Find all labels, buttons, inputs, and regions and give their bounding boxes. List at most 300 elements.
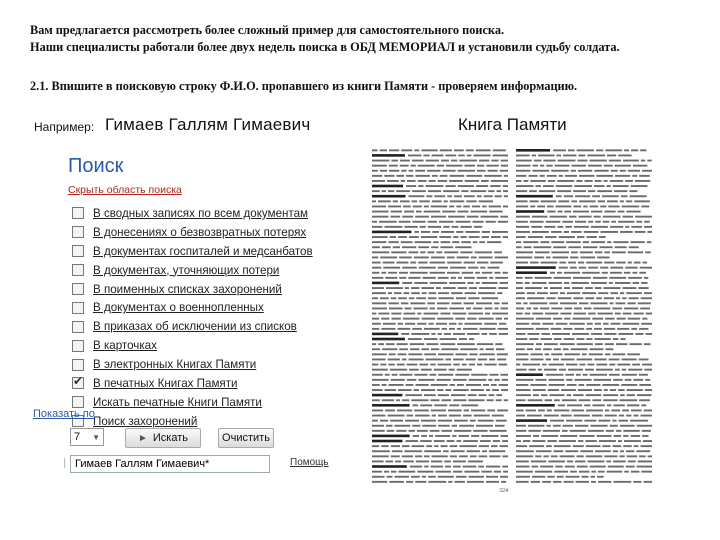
scan-text-word [626, 415, 631, 417]
search-option-label[interactable]: В документах госпиталей и медсанбатов [93, 244, 313, 258]
scan-text-word [455, 374, 469, 376]
scan-text-word [417, 430, 428, 432]
scan-text-word [449, 180, 463, 182]
scan-text-word [422, 348, 429, 350]
scan-text-word [384, 175, 394, 177]
scan-text-word [614, 435, 622, 437]
scan-text-word [617, 318, 626, 320]
scan-text-word [578, 170, 592, 172]
scan-text-word [500, 216, 508, 218]
scan-text-word [553, 246, 566, 248]
scan-text-word [407, 364, 418, 366]
search-option[interactable] [72, 298, 276, 317]
scan-text-word [398, 471, 415, 473]
scan-text-word [497, 410, 508, 412]
scan-text-word [457, 343, 475, 345]
scan-text-word [401, 149, 412, 151]
scan-text-word [451, 160, 457, 162]
scan-text-word [372, 359, 386, 361]
scan-text-word [529, 175, 538, 177]
scan-text-word [573, 206, 581, 208]
scan-text-word [624, 471, 629, 473]
scan-text-word [468, 297, 479, 299]
scan-text-word [589, 353, 603, 355]
scan-text-word [551, 170, 568, 172]
scan-text-word [447, 272, 460, 274]
scan-text-word [566, 241, 580, 243]
scan-text-word [606, 185, 610, 187]
scan-text-word [570, 430, 586, 432]
scan-text-word [495, 343, 502, 345]
scan-text-word [437, 165, 444, 167]
scan-text-word [443, 170, 456, 172]
search-button[interactable] [125, 428, 201, 448]
scan-text-word [572, 318, 590, 320]
scan-text-word [409, 359, 424, 361]
scan-text-word [372, 313, 376, 315]
scan-text-heading [372, 404, 410, 407]
scan-text-word [610, 425, 618, 427]
scan-text-word [390, 420, 403, 422]
clear-button-label: Очистить [222, 432, 270, 444]
scan-text-word [503, 185, 508, 187]
scan-text-word [547, 440, 556, 442]
scan-text-word [630, 420, 648, 422]
scan-text-word [453, 379, 467, 381]
scan-text-word [565, 353, 580, 355]
search-option[interactable] [72, 280, 282, 299]
scan-text-word [547, 211, 555, 213]
search-option[interactable] [72, 317, 297, 336]
scan-text-word [372, 165, 387, 167]
scan-text-word [602, 384, 619, 386]
scan-text-word [382, 399, 394, 401]
scan-text-word [372, 384, 380, 386]
scan-text-word [566, 420, 582, 422]
scan-text-word [562, 430, 568, 432]
scan-text-word [464, 165, 475, 167]
scan-text-word [380, 149, 387, 151]
scan-text-word [458, 155, 464, 157]
scan-text-word [619, 455, 624, 457]
scan-text-word [573, 445, 584, 447]
scan-text-word [516, 282, 523, 284]
scan-text-word [600, 206, 606, 208]
per-page-select[interactable] [70, 428, 104, 446]
scan-text-word [553, 149, 566, 151]
scan-text-word [405, 323, 415, 325]
scan-text-word [626, 292, 642, 294]
scan-text-word [613, 481, 631, 483]
scan-text-word [563, 348, 569, 350]
scan-text-word [455, 246, 471, 248]
scan-text-word [516, 353, 528, 355]
scan-text-heading [372, 465, 407, 468]
search-option-checkbox[interactable] [72, 283, 84, 295]
search-option-label[interactable]: В сводных записях по всем документам [93, 206, 309, 220]
search-option-label[interactable]: В карточках [93, 339, 157, 353]
scan-text-word [585, 440, 596, 442]
scan-text-word [429, 323, 434, 325]
scan-text-word [530, 180, 545, 182]
scan-text-word [440, 338, 457, 340]
scan-text-word [626, 200, 632, 202]
scan-text-heading [516, 271, 547, 274]
scan-text-word [430, 282, 447, 284]
search-option-label[interactable]: В электронных Книгах Памяти [93, 358, 257, 372]
scan-text-word [542, 323, 553, 325]
scan-text-word [626, 450, 634, 452]
search-option-checkbox[interactable] [72, 245, 84, 257]
scan-text-word [598, 292, 608, 294]
scan-text-word [635, 333, 643, 335]
scan-text-word [447, 262, 461, 264]
search-option[interactable] [72, 393, 276, 412]
scan-text-word [500, 374, 508, 376]
scan-text-word [501, 481, 506, 483]
scan-text-word [620, 399, 638, 401]
scan-text-word [525, 277, 533, 279]
scan-text-word [484, 323, 497, 325]
scan-text-word [388, 364, 394, 366]
scan-text-word [459, 160, 477, 162]
scan-text-word [453, 466, 461, 468]
scan-text-word [535, 455, 541, 457]
scan-text-word [528, 430, 540, 432]
scan-text-word [628, 277, 642, 279]
scan-text-word [457, 384, 464, 386]
scan-text-word [567, 404, 582, 406]
search-option[interactable] [72, 355, 276, 374]
scan-text-word [533, 165, 538, 167]
clear-button[interactable] [218, 428, 274, 448]
scan-text-word [545, 399, 553, 401]
scan-text-word [605, 343, 614, 345]
scan-text-word [489, 277, 493, 279]
scan-text-word [424, 466, 428, 468]
scan-text-heading [516, 210, 544, 213]
scan-text-word [596, 364, 607, 366]
scan-text-word [516, 466, 530, 468]
scan-text-word [644, 226, 652, 228]
scan-text-word [415, 241, 432, 243]
scan-text-word [591, 471, 596, 473]
scan-text-word [409, 170, 414, 172]
scan-text-word [418, 180, 427, 182]
scan-text-word [422, 292, 427, 294]
scan-text-word [604, 297, 614, 299]
search-option-checkbox[interactable] [72, 340, 84, 352]
scan-text-word [397, 343, 408, 345]
scan-text-word [441, 445, 448, 447]
search-option[interactable] [72, 261, 280, 280]
scan-text-word [464, 302, 474, 304]
scan-text-word [622, 297, 626, 299]
scan-text-word [575, 461, 585, 463]
scan-text-heading [516, 266, 556, 269]
scan-text-word [384, 471, 389, 473]
scan-text-word [396, 262, 408, 264]
scan-text-word [494, 471, 501, 473]
scan-text-word [372, 170, 378, 172]
scan-text-word [494, 302, 499, 304]
search-option-label[interactable]: В печатных Книгах Памяти [93, 376, 238, 390]
scan-text-word [516, 257, 532, 259]
scan-text-word [627, 455, 637, 457]
scan-text-word [554, 445, 571, 447]
scan-text-word [469, 379, 487, 381]
scan-text-word [456, 440, 461, 442]
scan-text-word [583, 374, 588, 376]
search-option-label[interactable]: Искать печатные Книги Памяти [93, 395, 262, 409]
scan-text-word [587, 323, 593, 325]
scan-text-word [442, 211, 455, 213]
search-option[interactable] [72, 223, 307, 242]
scan-text-word [390, 236, 396, 238]
scan-text-word [489, 394, 495, 396]
search-option-label[interactable]: Поиск захоронений [93, 414, 198, 428]
scan-text-word [553, 481, 561, 483]
scan-text-word [638, 302, 651, 304]
scan-text-word [372, 374, 383, 376]
search-option-label[interactable]: В документах о военнопленных [93, 301, 264, 315]
scan-text-word [372, 246, 380, 248]
scan-text-word [494, 272, 500, 274]
scan-text-word [492, 415, 504, 417]
scan-text-word [646, 313, 652, 315]
scan-text-heading [372, 282, 399, 285]
scan-text-word [573, 297, 583, 299]
scan-text-word [595, 221, 601, 223]
search-option[interactable] [72, 374, 276, 393]
scan-text-word [631, 185, 648, 187]
scan-text-word [597, 257, 609, 259]
search-option-checkbox[interactable] [72, 321, 84, 333]
scan-text-word [429, 292, 437, 294]
search-option-label[interactable]: В приказах об исключении из списков [93, 320, 297, 334]
scan-text-word [398, 236, 407, 238]
scan-text-word [412, 221, 425, 223]
search-option-label[interactable]: В донесениях о безвозвратных потерях [93, 225, 307, 239]
scan-text-word [557, 190, 571, 192]
scan-text-word [625, 267, 637, 269]
scan-text-word [372, 445, 379, 447]
scan-text-word [443, 226, 449, 228]
scan-text-word [478, 466, 484, 468]
scan-text-word [564, 338, 575, 340]
scan-text-word [450, 455, 457, 457]
scan-text-word [540, 308, 549, 310]
scan-text-word [620, 200, 624, 202]
scan-text-word [643, 440, 652, 442]
scan-text-word [564, 481, 574, 483]
scan-text-word [431, 348, 439, 350]
scan-text-word [560, 435, 577, 437]
scan-text-word [485, 308, 493, 310]
scan-text-word [388, 272, 397, 274]
scan-text-word [594, 389, 602, 391]
search-option-checkbox[interactable] [72, 302, 84, 314]
scan-text-word [526, 308, 531, 310]
scan-text-word [372, 287, 384, 289]
scan-text-word [480, 267, 485, 269]
scan-text-word [541, 200, 557, 202]
scan-text-word [598, 313, 613, 315]
search-option[interactable] [72, 204, 309, 223]
scan-text-word [396, 190, 410, 192]
scan-text-word [438, 364, 452, 366]
search-option-checkbox[interactable] [72, 264, 84, 276]
scan-text-word [434, 445, 438, 447]
scan-text-word [392, 374, 398, 376]
scan-text-word [484, 175, 502, 177]
collapse-search-link[interactable]: Скрыть область поиска [68, 184, 182, 196]
scan-text-word [578, 160, 588, 162]
scan-text-word [438, 374, 453, 376]
scan-text-word [530, 384, 546, 386]
scan-text-word [459, 338, 467, 340]
scan-text-word [426, 195, 432, 197]
scan-text-word [443, 190, 459, 192]
scan-text-word [579, 435, 594, 437]
scan-text-word [381, 445, 388, 447]
scan-text-word [545, 313, 558, 315]
scan-text-word [414, 257, 429, 259]
search-input[interactable] [70, 455, 270, 473]
scan-text-word [389, 384, 404, 386]
scan-text-word [535, 185, 540, 187]
scan-text-word [402, 359, 407, 361]
scan-text-word [528, 399, 543, 401]
scan-text-word [597, 190, 612, 192]
scan-text-word [536, 318, 551, 320]
scan-text-word [452, 241, 459, 243]
search-option[interactable] [72, 242, 313, 261]
scan-text-word [560, 343, 575, 345]
scan-text-word [461, 404, 478, 406]
scan-text-word [444, 333, 451, 335]
search-option-checkbox[interactable] [72, 207, 84, 219]
scan-text-word [598, 200, 605, 202]
scan-text-word [424, 394, 436, 396]
scan-text-word [628, 262, 632, 264]
scan-text-word [627, 404, 640, 406]
scan-text-word [500, 282, 508, 284]
scan-text-word [619, 420, 629, 422]
search-option-checkbox[interactable] [72, 359, 84, 371]
scan-text-word [644, 292, 652, 294]
scan-text-word [455, 318, 465, 320]
scan-text-word [380, 297, 389, 299]
scan-text-word [615, 369, 620, 371]
search-option-checkbox[interactable] [72, 396, 84, 408]
scan-text-word [388, 302, 399, 304]
scan-text-word [438, 277, 449, 279]
scan-text-word [372, 241, 386, 243]
scan-text-word [618, 440, 622, 442]
scan-text-word [477, 195, 482, 197]
scan-text-word [612, 420, 616, 422]
scan-text-word [475, 251, 493, 253]
scan-text-word [421, 231, 430, 233]
scan-text-word [387, 476, 393, 478]
scan-text-word [504, 318, 508, 320]
scan-text-word [438, 476, 454, 478]
scan-text-word [573, 211, 589, 213]
scan-text-word [460, 236, 466, 238]
scan-text-word [473, 430, 487, 432]
scan-text-word [516, 430, 526, 432]
scan-text-word [434, 404, 447, 406]
scan-text-word [401, 241, 413, 243]
scan-text-word [393, 246, 400, 248]
scan-text-word [610, 389, 616, 391]
scan-text-word [465, 231, 479, 233]
scan-text-word [532, 476, 545, 478]
scan-text-word [477, 343, 494, 345]
scan-text-word [558, 211, 563, 213]
scan-text-word [415, 216, 429, 218]
scan-text-word [557, 226, 563, 228]
scan-text-word [554, 277, 571, 279]
scan-text-word [644, 410, 652, 412]
search-option-checkbox[interactable] [72, 226, 84, 238]
scan-text-word [532, 170, 549, 172]
scan-text-word [372, 190, 380, 192]
scan-text-word [372, 353, 387, 355]
scan-text-word [454, 149, 464, 151]
scan-text-word [502, 466, 508, 468]
scan-text-word [516, 251, 533, 253]
scan-text-word [380, 257, 397, 259]
scan-text-word [495, 257, 508, 259]
scan-text-word [414, 282, 427, 284]
scan-text-word [412, 328, 422, 330]
scan-text-word [415, 415, 430, 417]
scan-text-word [516, 328, 534, 330]
scan-text-word [440, 175, 448, 177]
scan-text-word [372, 399, 380, 401]
scan-text-word [529, 338, 538, 340]
scan-text-word [440, 313, 450, 315]
scan-text-word [570, 471, 577, 473]
scan-text-word [391, 251, 406, 253]
scan-text-word [612, 251, 626, 253]
scan-text-word [422, 476, 426, 478]
scan-text-word [535, 251, 549, 253]
scan-text-word [594, 308, 611, 310]
search-option-checkbox[interactable] [72, 377, 84, 389]
search-option-label[interactable]: В поименных списках захоронений [93, 282, 282, 296]
scan-text-word [641, 282, 647, 284]
scan-text-word [389, 165, 398, 167]
scan-text-word [525, 313, 531, 315]
scan-text-word [554, 410, 570, 412]
scan-text-word [553, 359, 559, 361]
scan-text-word [386, 343, 395, 345]
scan-text-word [619, 333, 634, 335]
scan-text-word [560, 302, 577, 304]
search-option-label[interactable]: В документах, уточняющих потери [93, 263, 280, 277]
search-option[interactable] [72, 336, 276, 355]
scan-text-word [544, 415, 559, 417]
scan-text-word [402, 399, 409, 401]
scan-text-word [585, 369, 594, 371]
scan-text-word [453, 389, 468, 391]
scan-text-word [427, 170, 441, 172]
scan-text-word [458, 170, 475, 172]
help-link[interactable]: Помощь [290, 457, 329, 468]
